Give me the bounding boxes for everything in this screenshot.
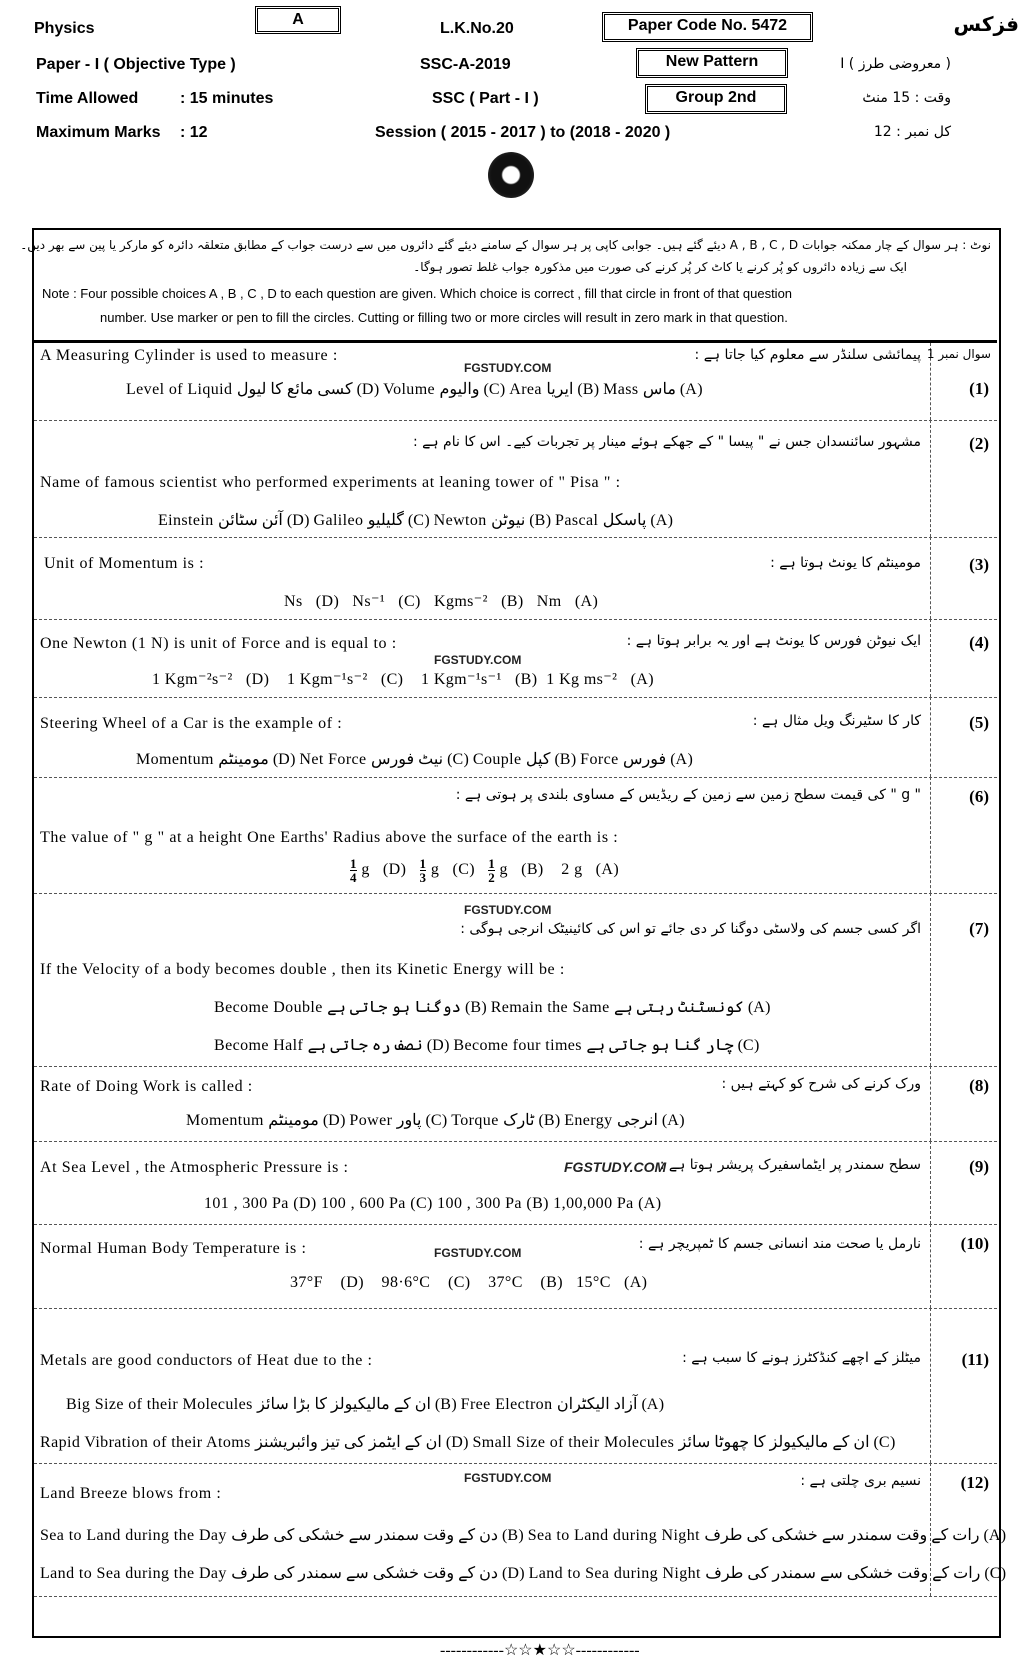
option-a-label: (A) <box>574 593 599 610</box>
column-divider <box>930 1308 931 1463</box>
option-d-value: Ns <box>284 593 303 610</box>
option-c-value: 98·6°C <box>381 1274 431 1291</box>
board-logo-icon <box>488 152 534 198</box>
question-text-ur: ورک کرنے کی شرح کو کہتے ہیں : <box>721 1076 921 1092</box>
question-number: (6) <box>969 787 989 806</box>
question-3 <box>34 537 997 620</box>
question-number: (5) <box>969 713 989 732</box>
option-a-value: 2 g <box>561 861 583 879</box>
question-number: (9) <box>969 1157 989 1176</box>
fraction-one-quarter: $\frac{1}{4}$ <box>350 856 357 885</box>
options-row-1: Sea to Land during the Day دن کے وقت سمندر سے خشکی کی طرف (B) Sea to Land during Night رات کے وقت سمندر سے خشکی کی طرف (A) <box>40 1527 1007 1544</box>
question-text-ur: پیمائشی سلنڈر سے معلوم کیا جاتا ہے : <box>694 347 921 363</box>
question-text-en: Normal Human Body Temperature is : <box>40 1240 307 1257</box>
column-divider <box>930 420 931 537</box>
question-1 <box>34 343 997 421</box>
time-allowed-label: Time Allowed <box>36 90 139 107</box>
column-divider <box>930 1141 931 1224</box>
option-a-value: 15°C <box>576 1274 611 1291</box>
urdu-marks: کل نمبر : 12 <box>873 124 951 140</box>
note-en-line2: number. Use marker or pen to fill the circles. Cutting or filling two or more circles will result in zero mark in that question. <box>100 310 788 325</box>
note-urdu-line2: ایک سے زیادہ دائروں کو پُر کرنے یا کاٹ کر پُر کرنے کی صورت میں مذکورہ جواب غلط تصور ہوگا۔ <box>413 260 907 274</box>
instructions-note <box>20 230 997 343</box>
option-d-value: 37°F <box>290 1274 323 1291</box>
question-text-en: Unit of Momentum is : <box>44 555 205 572</box>
question-text-en: Steering Wheel of a Car is the example of : <box>40 715 343 732</box>
max-marks-label: Maximum Marks <box>36 124 161 141</box>
question-text-ur: کار کا سٹیرنگ ویل مثال ہے : <box>752 713 921 729</box>
question-text-ur: نسیم بری چلتی ہے : <box>800 1473 921 1489</box>
part-label: SSC ( Part - I ) <box>432 90 539 107</box>
paper-set-box: A <box>255 6 341 34</box>
fraction-one-third: $\frac{1}{3}$ <box>419 856 427 885</box>
question-label-ur: سوال نمبر 1 <box>926 347 991 361</box>
question-number: (3) <box>969 555 989 574</box>
question-text-en: Land Breeze blows from : <box>40 1485 222 1502</box>
option-b-label: (B) <box>514 671 538 688</box>
session-label: Session ( 2015 - 2017 ) to (2018 - 2020 ) <box>375 124 671 141</box>
options-row-1: Become Double دوگنا ہو جاتی ہے (B) Remain the Same کونسٹنٹ رہتی ہے (A) <box>214 999 771 1016</box>
note-urdu-line1: نوٹ : ہر سوال کے چار ممکنہ جوابات A , B , C , D دیئے گئے ہیں۔ جوابی کاپی پر ہر سوال کے سامنے دیئے گئے دائروں میں سے درست جواب کے مطابق متعلقہ دائرہ کو مارکر یا پین سے بھر دیں۔ <box>20 238 991 252</box>
options: 101 , 300 Pa (D) 100 , 600 Pa (C) 100 , 300 Pa (B) 1,00,000 Pa (A) <box>204 1195 662 1212</box>
watermark: FGSTUDY.COM <box>434 1246 522 1260</box>
column-divider <box>930 1066 931 1141</box>
exam-code: SSC-A-2019 <box>420 56 511 73</box>
option-b-value: 1 Kgm⁻¹s⁻¹ <box>421 671 502 688</box>
lk-number: L.K.No.20 <box>440 20 514 37</box>
question-6 <box>34 777 997 894</box>
options: Level of Liquid کسی مائع کا لیول (D) Volume والیوم (C) Area ایریا (B) Mass ماس (A) <box>126 381 703 398</box>
watermark: FGSTUDY.COM <box>464 1471 552 1485</box>
question-number: (12) <box>960 1473 989 1492</box>
question-text-en: The value of " g " at a height One Earths' Radius above the surface of the earth is : <box>40 829 619 846</box>
options-row-2: Rapid Vibration of their Atoms ان کے ایٹمز کی تیز وائبریشنز (D) Small Size of their Molecules ان کے مالیکیولز کا چھوٹا سائز (C) <box>40 1434 896 1451</box>
question-4 <box>34 619 997 698</box>
question-text-ur: میٹلز کے اچھے کنڈکٹرز ہونے کا سبب ہے : <box>682 1350 921 1366</box>
column-divider <box>930 777 931 893</box>
option-c-label: (C) <box>447 1274 471 1291</box>
urdu-time: وقت : 15 منٹ <box>862 90 951 106</box>
fraction-one-half: $\frac{1}{2}$ <box>488 856 496 885</box>
option-c-label: (C) <box>452 861 475 879</box>
question-number: (10) <box>960 1234 989 1253</box>
option-c-label: (C) <box>380 671 404 688</box>
question-text-ur: مومینٹم کا یونٹ ہوتا ہے : <box>770 555 921 571</box>
option-c-value: 1 Kgm⁻¹s⁻² <box>286 671 368 688</box>
options: $\frac{1}{4}$ g (D) $\frac{1}{3}$ g (C) $\frac{1}{2}$ g (B) 2 g (A) <box>350 856 620 885</box>
option-a-label: (A) <box>624 1274 648 1291</box>
question-8 <box>34 1066 997 1142</box>
column-divider <box>930 1224 931 1308</box>
question-7 <box>34 893 997 1067</box>
options-row-1: Big Size of their Molecules ان کے مالیکیولز کا بڑا سائز (B) Free Electron آزاد الیکٹران (A) <box>66 1396 665 1413</box>
option-a-label: (A) <box>630 671 654 688</box>
question-number: (8) <box>969 1076 989 1095</box>
footer-stars: ------------☆☆★☆☆------------ <box>440 1642 640 1659</box>
option-b-value: Kgms⁻² <box>433 593 488 610</box>
option-b-label: (B) <box>501 593 524 610</box>
question-5 <box>34 697 997 778</box>
question-9 <box>34 1141 997 1225</box>
option-d-label: (D) <box>382 861 407 879</box>
question-text-ur: " g " کی قیمت سطح زمین سے زمین کے ریڈیس کے مساوی بلندی پر ہوتی ہے : <box>455 787 921 803</box>
question-text-en: If the Velocity of a body becomes double , then its Kinetic Energy will be : <box>40 961 565 978</box>
question-2 <box>34 420 997 538</box>
question-text-en: Name of famous scientist who performed experiments at leaning tower of " Pisa " : <box>40 474 621 491</box>
option-d-label: (D) <box>340 1274 364 1291</box>
option-d-value: 1 Kgm⁻²s⁻² <box>152 671 233 688</box>
option-b-label: (B) <box>540 1274 563 1291</box>
max-marks-value: : 12 <box>180 124 208 141</box>
option-a-label: (A) <box>595 861 620 879</box>
options: Momentum مومینٹم (D) Net Force نیٹ فورس (C) Couple کپل (B) Force فورس (A) <box>136 751 693 768</box>
time-allowed-value: : 15 minutes <box>180 90 274 107</box>
watermark: FGSTUDY.COM <box>464 361 552 375</box>
question-11 <box>34 1308 997 1464</box>
pattern-box: New Pattern <box>636 48 788 78</box>
watermark: FGSTUDY.COM <box>464 903 552 917</box>
urdu-subject: فزکس <box>953 12 1019 36</box>
option-a-value: Nm <box>536 593 562 610</box>
column-divider <box>930 893 931 1066</box>
subject-title: Physics <box>34 20 95 37</box>
question-number: (11) <box>961 1350 989 1369</box>
question-number: (1) <box>969 379 989 398</box>
note-en-line1: Note : Four possible choices A , B , C , D to each question are given. Which choice is correct , fill that circle in front of that question <box>42 286 793 301</box>
question-text-ur: مشہور سائنسدان جس نے " پیسا " کے جھکے ہوئے مینار پر تجربات کیے۔ اس کا نام ہے : <box>413 434 921 450</box>
options <box>290 1274 647 1292</box>
option-a-value: 1 Kg ms⁻² <box>546 671 618 688</box>
paper-code-box: Paper Code No. 5472 <box>602 12 813 42</box>
options: Momentum مومینٹم (D) Power پاور (C) Torque ٹارک (B) Energy انرجی (A) <box>186 1112 685 1129</box>
question-number: (2) <box>969 434 989 453</box>
urdu-paper: ( معروضی طرز ) I <box>840 56 951 72</box>
watermark: FGSTUDY.COM <box>434 653 522 667</box>
question-text-en: One Newton (1 N) is unit of Force and is equal to : <box>40 635 397 652</box>
question-text-ur: سطح سمندر پر ایٹماسفیرک پریشر ہوتا ہے : <box>659 1157 921 1173</box>
option-c-value: Ns⁻¹ <box>352 593 386 610</box>
question-number: (7) <box>969 919 989 938</box>
question-12 <box>34 1463 1007 1597</box>
option-d-label: (D) <box>245 671 270 688</box>
question-text-en: A Measuring Cylinder is used to measure : <box>40 347 338 364</box>
options-row-2: Become Half نصف رہ جاتی ہے (D) Become four times چار گنا ہو جاتی ہے (C) <box>214 1037 760 1054</box>
options: Einstein آئن سٹائن (D) Galileo گلیلیو (C) Newton نیوٹن (B) Pascal پاسکل (A) <box>158 512 674 529</box>
question-text-en: Rate of Doing Work is called : <box>40 1078 253 1095</box>
option-c-label: (C) <box>398 593 421 610</box>
question-text-ur: ایک نیوٹن فورس کا یونٹ ہے اور یہ برابر ہوتا ہے : <box>626 633 921 649</box>
options-row-2: Land to Sea during the Day دن کے وقت خشکی سے سمندر کی طرف (D) Land to Sea during Night رات کے وقت خشکی سے سمندر کی طرف (C) <box>40 1565 1007 1582</box>
options <box>284 591 598 611</box>
column-divider <box>930 619 931 697</box>
question-text-ur: نارمل یا صحت مند انسانی جسم کا ٹمپریچر ہے : <box>638 1236 921 1252</box>
column-divider <box>930 697 931 777</box>
question-10 <box>34 1224 997 1309</box>
option-d-label: (D) <box>315 593 340 610</box>
question-text-ur: اگر کسی جسم کی ولاسٹی دوگنا کر دی جائے تو اس کی کائینیٹک انرجی ہوگی : <box>460 921 921 937</box>
question-text-en: Metals are good conductors of Heat due to the : <box>40 1352 373 1369</box>
column-divider <box>930 537 931 619</box>
paper-type: Paper - I ( Objective Type ) <box>36 56 236 73</box>
watermark: FGSTUDY.COM <box>564 1159 667 1175</box>
question-number: (4) <box>969 633 989 652</box>
option-b-label: (B) <box>521 861 544 879</box>
options <box>152 669 654 689</box>
option-b-value: 37°C <box>488 1274 523 1291</box>
question-text-en: At Sea Level , the Atmospheric Pressure is : <box>40 1159 349 1176</box>
group-box: Group 2nd <box>645 84 787 114</box>
